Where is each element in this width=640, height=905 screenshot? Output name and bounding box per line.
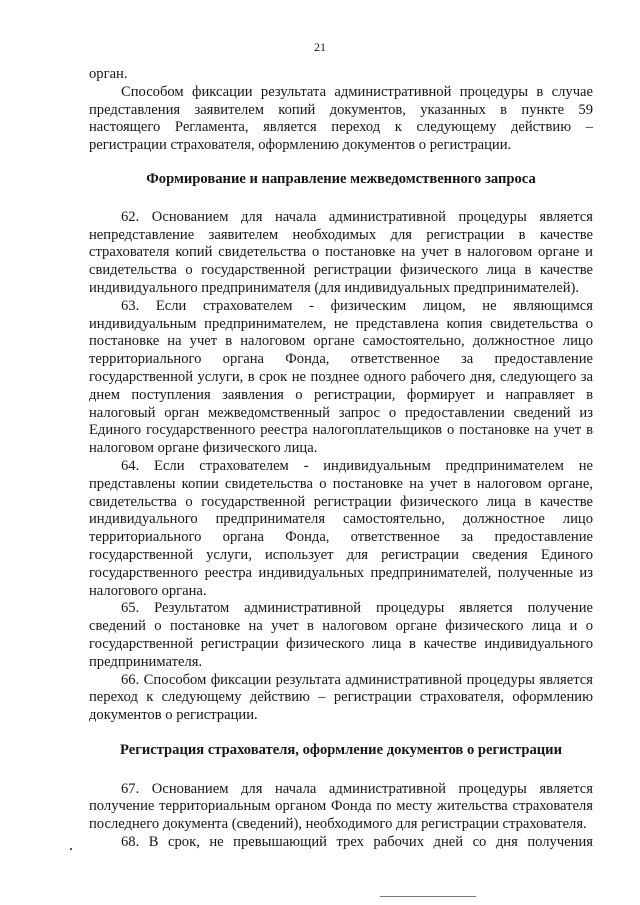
section-heading-registration: Регистрация страхователя, оформление документов о регистрации xyxy=(120,741,562,758)
paragraph-65: 65. Результатом административной процедуры является получение сведений о постановке на учет в налоговом органе физического лица и о государственной регистрации физического лица в качестве индивидуального предпринимателя. xyxy=(89,600,593,670)
paragraph-63: 63. Если страхователем - физическим лицом, не являющимся индивидуальным предпринимателем, не представлена копия свидетельства о постановке на учет в налоговом органе самостоятельно, должностное лицо территориального органа Фонда, ответственное за предоставление государственной услуги, в срок не позднее одного рабочего дня, следующего за днем поступления заявления о регистрации, формирует и направляет в налоговый орган межведомственный запрос о предоставлении сведений из Единого государственного реестра налогоплательщиков о постановке на учет в налоговом органе физического лица. xyxy=(89,297,593,457)
document-body xyxy=(89,66,593,852)
paragraph-66: 66. Способом фиксации результата административной процедуры является переход к следующему действию – регистрации страхователя, оформлению документов о регистрации. xyxy=(89,671,593,724)
paragraph-continuation: орган. xyxy=(89,66,128,82)
scan-mark xyxy=(380,896,476,897)
section-heading-interagency-request: Формирование и направление межведомственного запроса xyxy=(146,170,536,187)
paragraph-68: 68. В срок, не превышающий трех рабочих дней со дня получения xyxy=(121,834,593,851)
paragraph-fixation-method: Способом фиксации результата административной процедуры в случае представления заявителем копий документов, указанных в пункте 59 настоящего Регламента, является переход к следующему действию – регистрации страхователя, оформлению документов о регистрации. xyxy=(89,83,593,154)
paragraph-64: 64. Если страхователем - индивидуальным предпринимателем не представлены копии свидетельства о постановке на учет в налоговом органе, свидетельства о государственной регистрации физического лица в качестве индивидуального предпринимателя самостоятельно, должностное лицо территориального органа Фонда, ответственное за предоставление государственной услуги, использует для регистрации сведения Единого государственного реестра индивидуальных предпринимателей, полученные из налогового органа. xyxy=(89,457,593,599)
paragraph-62: 62. Основанием для начала административной процедуры является непредставление заявителем необходимых для регистрации в качестве страхователя копий свидетельства о постановке на учет в налоговом органе и свидетельства о государственной регистрации физического лица в качестве индивидуального предпринимателя (для индивидуальных предпринимателей). xyxy=(89,208,593,296)
paragraph-67: 67. Основанием для начала административной процедуры является получение территориальным органом Фонда по месту жительства страхователя последнего документа (сведений), необходимого для регистрации страхователя. xyxy=(89,780,593,833)
scan-speck xyxy=(70,848,72,850)
page-number: 21 xyxy=(314,40,326,54)
